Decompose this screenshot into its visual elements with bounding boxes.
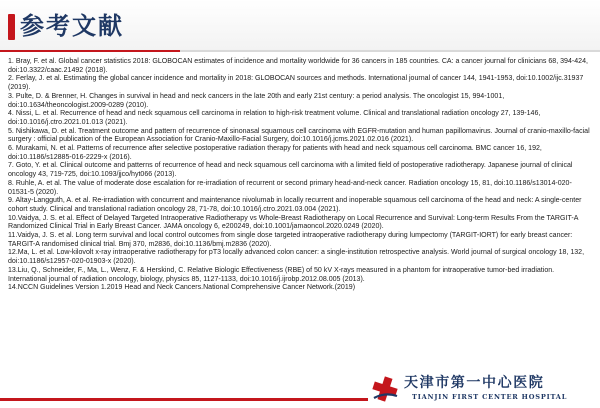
reference-item: 12.Ma, L. et al. Low-kilovolt x-ray intraoperative radiotherapy for pT3 locally advanced colon cancer: a single-institution retrospective analysis. World journal of surgical oncology 18, 132, doi:10.1186/s12957-020-01903-x (2020). <box>8 249 585 266</box>
reference-list <box>8 58 592 293</box>
header-bar <box>0 0 600 52</box>
reference-item: 13.Liu, Q., Schneider, F., Ma, L., Wenz, F. & Herskind, C. Relative Biologic Effectiveness (RBE) of 50 kV X-rays measured in a phantom for intraoperative tumor-bed irradiation. International journal of radiation oncology, biology, physics 85, 1127-1133, doi:10.1016/j.ijrobp.2012.08.005 (2013). <box>8 266 555 283</box>
reference-item: 2. Ferlay, J. et al. Estimating the global cancer incidence and mortality in 2018: GLOBOCAN sources and methods. International journal of cancer 144, 1941-1953, doi:10.1002/ijc.31937 (2019). <box>8 75 584 92</box>
reference-item: 9. Altay-Langguth, A. et al. Re-irradiation with concurrent and maintenance nivolumab in locally recurrent and inoperable squamous cell carcinoma of the head and neck: A single-center cohort study. Clinical and translational radiation oncology 28, 71-78, doi:10.1016/j.ctro.2021.03.004 (2021). <box>8 197 582 213</box>
reference-item: 1. Bray, F. et al. Global cancer statistics 2018: GLOBOCAN estimates of incidence and mortality worldwide for 36 cancers in 185 countries. CA: a cancer journal for clinicians 68, 394-424, doi:10.3322/caac.21492 (2018). <box>8 58 588 74</box>
hospital-logo-icon <box>370 374 400 404</box>
reference-item: 11.Vaidya, J. S. et al. Long term survival and local control outcomes from single dose targeted intraoperative radiotherapy during lumpectomy (TARGIT-IORT) for early breast cancer: TARGIT-A randomised clinical trial. Bmj 370, m2836, doi:10.1136/bmj.m2836 (2020). <box>8 232 573 248</box>
reference-item: 8. Ruhle, A. et al. The value of moderate dose escalation for re-irradiation of recurrent or second primary head-and-neck cancer. Radiation oncology 15, 81, doi:10.1186/s13014-020-01531-5 (2020). <box>8 179 572 196</box>
footer-red-stripe <box>0 398 368 401</box>
hospital-name-english: TIANJIN FIRST CENTER HOSPITAL <box>412 393 568 401</box>
reference-item: 7. Goto, Y. et al. Clinical outcome and patterns of recurrence of head and neck squamous cell carcinoma with a limited field of postoperative radiotherapy. Japanese journal of clinical oncology 43, 719-725, doi:10.1093/jjco/hyt066 (2013). <box>8 162 573 179</box>
page-title: 参考文献 <box>20 12 124 40</box>
reference-item: 14.NCCN Guidelines Version 1.2019 Head and Neck Cancers.National Comprehensive Cancer Network.(2019) <box>8 284 356 292</box>
reference-item: 4. Nissi, L. et al. Recurrence of head and neck squamous cell carcinoma in relation to high-risk treatment volume. Clinical and translational radiation oncology 27, 139-146, doi:10.1016/j.ctro.2021.01.013 (2021). <box>8 110 541 126</box>
header-accent-bar <box>8 14 15 40</box>
reference-item: 3. Pulte, D. & Brenner, H. Changes in survival in head and neck cancers in the late 20th and early 21st century: a period analysis. The oncologist 15, 994-1001, doi:10.1634/theoncologist.2009-0289 (2010). <box>8 92 505 109</box>
reference-item: 5. Nishikawa, D. et al. Treatment outcome and pattern of recurrence of sinonasal squamous cell carcinoma with EGFR-mutation and human papillomavirus. Journal of cranio-maxillo-facial surgery : official publication of the European Association for Cranio-Maxillo-Facial Surgery, doi:10.1016/j.jcms.2021.02.016 (2021). <box>8 127 590 144</box>
reference-item: 10.Vaidya, J. S. et al. Effect of Delayed Targeted Intraoperative Radiotherapy vs Whole-Breast Radiotherapy on Local Recurrence and Survival: Long-term Results From the TARGIT-A Randomized Clinical Trial in Early Breast Cancer. JAMA oncology 6, e200249, doi:10.1001/jamaoncol.2020.0249 (2020). <box>8 214 579 231</box>
reference-item: 6. Murakami, N. et al. Patterns of recurrence after selective postoperative radiation therapy for patients with head and neck squamous cell carcinoma. BMC cancer 16, 192, doi:10.1186/s12885-016-2229-x (2016). <box>8 145 542 161</box>
hospital-name-chinese: 天津市第一中心医院 <box>404 375 545 391</box>
header-divider <box>0 50 600 52</box>
